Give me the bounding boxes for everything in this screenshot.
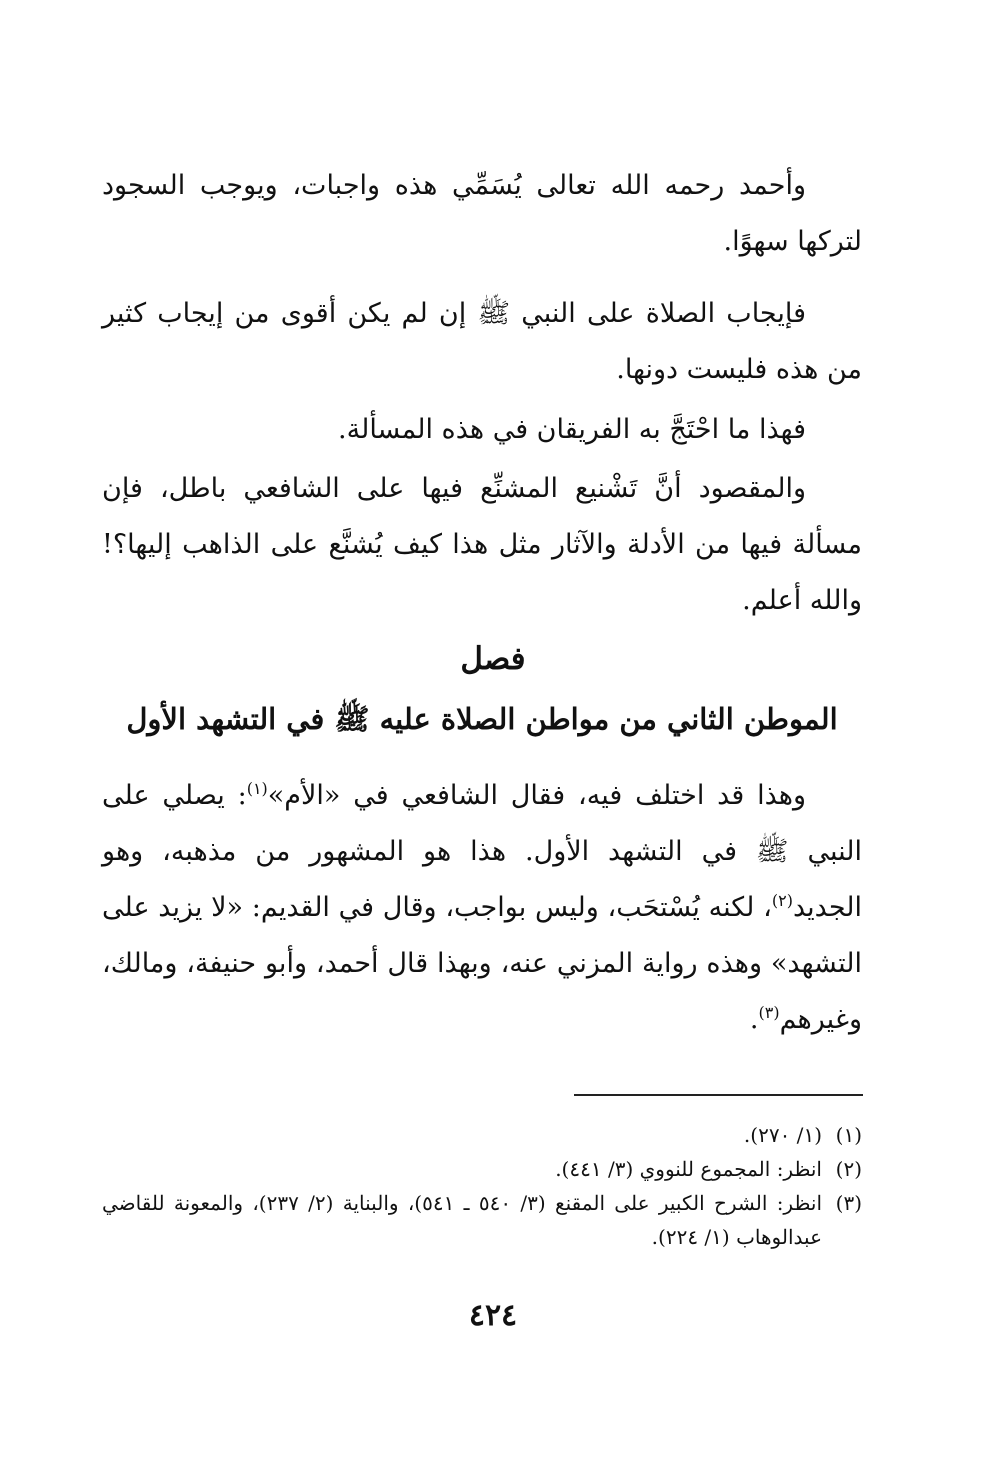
footnote-number: (٢) bbox=[835, 1157, 862, 1181]
section-label: فصل bbox=[460, 641, 526, 677]
footnote-ref[interactable]: (١) bbox=[246, 779, 268, 798]
paragraph-text: والمقصود أنَّ تَشْنيع المشنِّع فيها على الشافعي باطل، فإن مسألة فيها من الأدلة والآثار مثل هذا كيف يُشنَّع على الذاهب إليها؟! والله أعلم. bbox=[102, 473, 862, 616]
paragraph-text: وأحمد رحمه الله تعالى يُسَمِّي هذه واجبات، ويوجب السجود لتركها سهوًا. bbox=[102, 170, 862, 257]
footnote-item bbox=[102, 1186, 862, 1254]
paragraph-text-part: : يصلي على النبي ﷺ في التشهد الأول. هذا هو المشهور من مذهبه، وهو الجديد bbox=[102, 780, 862, 923]
footnotes bbox=[102, 1118, 862, 1254]
paragraph-text-part: ، لكنه يُسْتحَب، وليس بواجب، وقال في القديم: «لا يزيد على التشهد» وهذه رواية المزني عنه، وبهذا قال أحمد، وأبو حنيفة، ومالك، وغيرهم bbox=[102, 892, 862, 1035]
section-title: الموطن الثاني من مواطن الصلاة عليه ﷺ في التشهد الأول bbox=[126, 702, 838, 736]
footnote-item bbox=[102, 1118, 862, 1152]
footnote-ref[interactable]: (٣) bbox=[758, 1003, 780, 1022]
body-paragraph bbox=[102, 286, 862, 398]
body-paragraph bbox=[102, 158, 862, 270]
paragraph-text-part: . bbox=[749, 1004, 759, 1035]
section-paragraph bbox=[102, 768, 862, 1048]
paragraph-text: فهذا ما احْتَجَّ به الفريقان في هذه المسألة. bbox=[338, 414, 806, 445]
footnote-number: (٣) bbox=[835, 1191, 862, 1215]
paragraph-text-part: وهذا قد اختلف فيه، فقال الشافعي في «الأم» bbox=[267, 780, 807, 811]
body-paragraph bbox=[102, 402, 862, 458]
footnote-divider bbox=[574, 1094, 863, 1096]
body-paragraph bbox=[102, 461, 862, 629]
footnote-text: (١/ ٢٧٠). bbox=[743, 1123, 822, 1147]
footnote-text: انظر: الشرح الكبير على المقنع (٣/ ٥٤٠ ـ ٥٤١)، والبناية (٢/ ٢٣٧)، والمعونة للقاضي عبدالوهاب (١/ ٢٢٤). bbox=[102, 1191, 822, 1249]
footnote-ref[interactable]: (٢) bbox=[771, 891, 793, 910]
paragraph-text: فإيجاب الصلاة على النبي ﷺ إن لم يكن أقوى من إيجاب كثير من هذه فليست دونها. bbox=[102, 298, 862, 385]
page-number: ٤٢٤ bbox=[468, 1298, 518, 1333]
paragraph-text bbox=[102, 768, 862, 1048]
footnote-number: (١) bbox=[835, 1123, 862, 1147]
footnote-text: انظر: المجموع للنووي (٣/ ٤٤١). bbox=[555, 1157, 822, 1181]
footnote-item bbox=[102, 1152, 862, 1186]
